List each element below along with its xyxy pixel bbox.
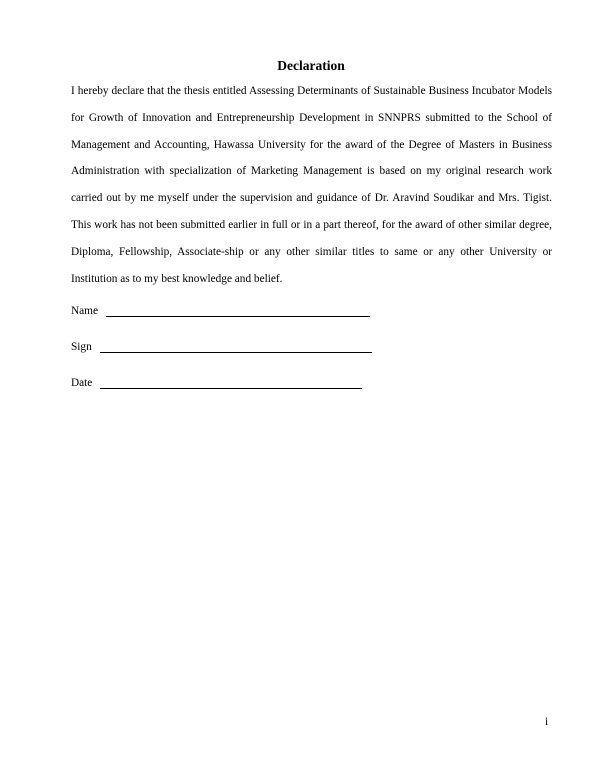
date-label: Date	[71, 377, 93, 389]
date-line	[100, 376, 362, 389]
name-field	[71, 301, 370, 317]
date-field	[71, 373, 362, 389]
name-label: Name	[71, 305, 98, 317]
page-title: Declaration	[277, 58, 345, 73]
sign-line	[100, 340, 372, 353]
sign-label: Sign	[71, 341, 92, 353]
declaration-paragraph: I hereby declare that the thesis entitled Assessing Determinants of Sustainable Business Incubator Models for Growth of Innovation and Entrepreneurship Development in SNNPRS submitted to the School of Management and Accounting, Hawassa University for the award of the Degree of Masters in Business Administration with specialization of Marketing Management is based on my original research work carried out by me myself under the supervision and guidance of Dr. Aravind Soudikar and Mrs. Tigist. This work has not been submitted earlier in full or in a part thereof, for the award of other similar degree, Diploma, Fellowship, Associate-ship or any other similar titles to same or any other University or Institution as to my best knowledge and belief.	[71, 85, 552, 285]
name-line	[106, 304, 370, 317]
page-number: i	[545, 716, 549, 728]
sign-field	[71, 337, 372, 353]
